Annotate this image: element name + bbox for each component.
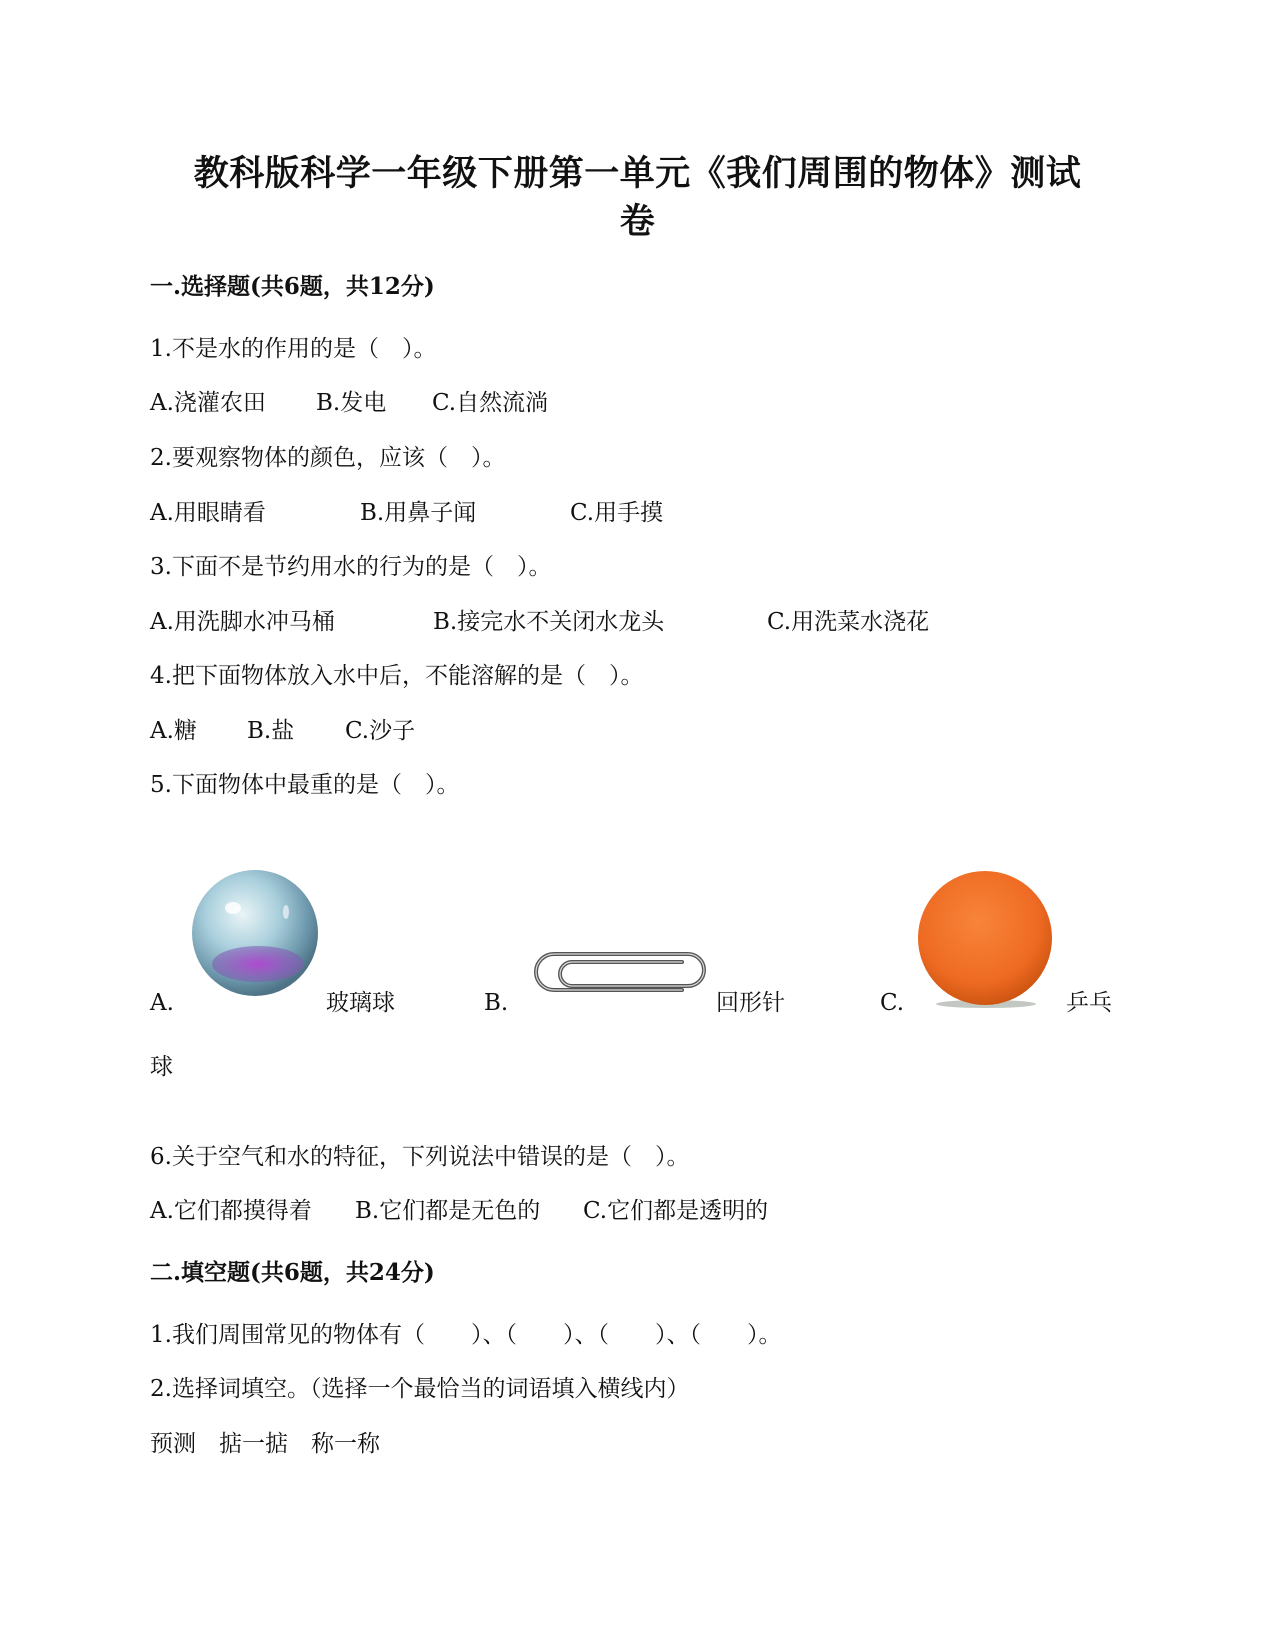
- q1-stem: 1.不是水的作用的是（ ）。: [150, 336, 437, 362]
- q2-option-a: A.用眼睛看: [150, 500, 266, 526]
- section2-heading: 二.填空题(共6题，共24分): [150, 1259, 435, 1286]
- q5-option-a-letter: A.: [150, 990, 174, 1016]
- q1-option-c: C.自然流淌: [432, 390, 549, 416]
- fill-q2-word-bank: 预测 掂一掂 称一称: [150, 1431, 380, 1457]
- q5-option-b-letter: B.: [484, 990, 509, 1016]
- q5-option-c-label-wrap: 球: [150, 1054, 173, 1080]
- q3-option-b: B.接完水不关闭水龙头: [433, 609, 665, 635]
- exam-title-line1: 教科版科学一年级下册第一单元《我们周围的物体》测试: [193, 153, 1082, 194]
- q4-option-b: B.盐: [247, 718, 295, 744]
- q5-option-a-label: 玻璃球: [326, 990, 395, 1016]
- glass-marble-image: [188, 868, 322, 1002]
- q4-stem: 4.把下面物体放入水中后，不能溶解的是（ ）。: [150, 663, 644, 689]
- paperclip-image: [532, 950, 710, 998]
- q3-option-c: C.用洗菜水浇花: [767, 609, 930, 635]
- q5-option-c-letter: C.: [880, 990, 905, 1016]
- q5-stem: 5.下面物体中最重的是（ ）。: [150, 772, 460, 798]
- ping-pong-ball-image: [916, 870, 1054, 1008]
- q3-option-a: A.用洗脚水冲马桶: [150, 609, 335, 635]
- q5-option-c-label: 乒乓: [1066, 990, 1112, 1016]
- q2-stem: 2.要观察物体的颜色，应该（ ）。: [150, 445, 506, 471]
- q6-option-b: B.它们都是无色的: [355, 1198, 541, 1224]
- q3-stem: 3.下面不是节约用水的行为的是（ ）。: [150, 554, 552, 580]
- q4-option-a: A.糖: [150, 718, 197, 744]
- q4-option-c: C.沙子: [345, 718, 416, 744]
- section1-heading: 一.选择题(共6题，共12分): [150, 273, 435, 300]
- fill-q2: 2.选择词填空。（选择一个最恰当的词语填入横线内）: [150, 1376, 690, 1402]
- exam-title-line2: 卷: [619, 201, 656, 242]
- q2-option-c: C.用手摸: [570, 500, 664, 526]
- q6-option-c: C.它们都是透明的: [583, 1198, 769, 1224]
- q1-option-b: B.发电: [316, 390, 387, 416]
- q5-option-b-label: 回形针: [716, 990, 785, 1016]
- q6-option-a: A.它们都摸得着: [150, 1198, 312, 1224]
- q2-option-b: B.用鼻子闻: [360, 500, 477, 526]
- q6-stem: 6.关于空气和水的特征，下列说法中错误的是（ ）。: [150, 1144, 690, 1170]
- q1-option-a: A.浇灌农田: [150, 390, 266, 416]
- fill-q1: 1.我们周围常见的物体有（ ）、（ ）、（ ）、（ ）。: [150, 1322, 782, 1348]
